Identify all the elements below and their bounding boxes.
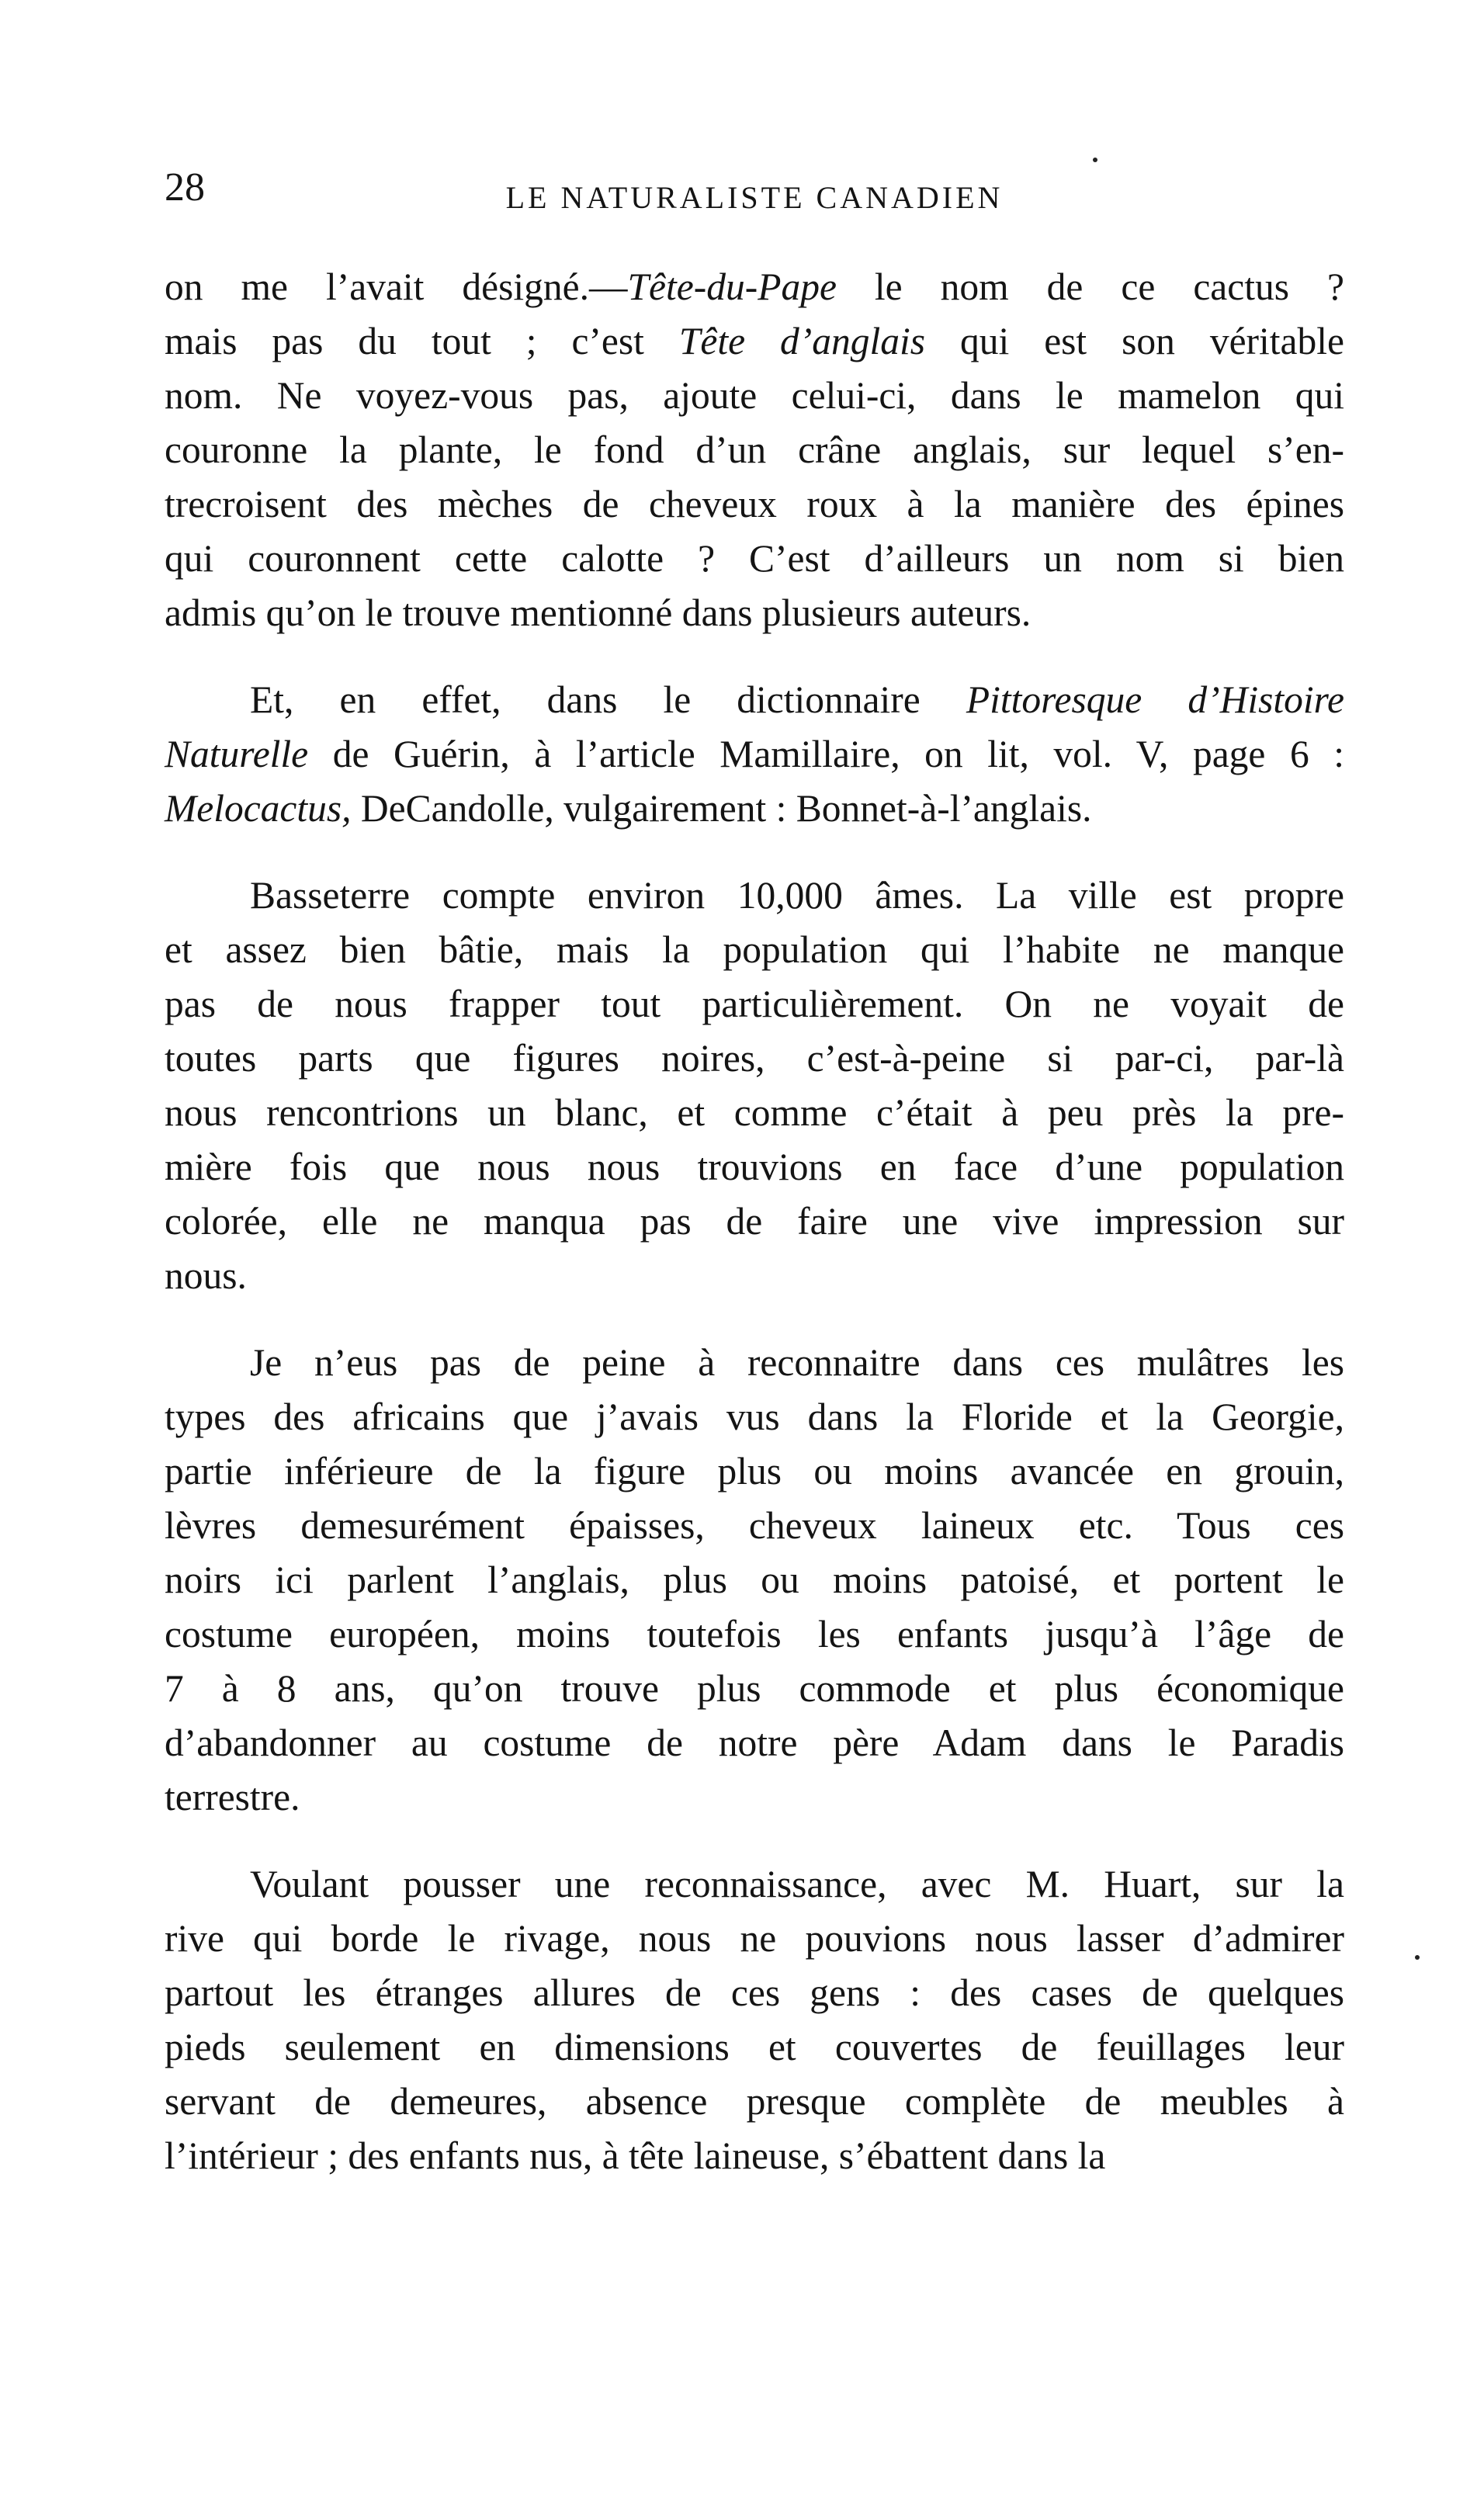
text-run: on me l’avait désigné.— — [165, 265, 628, 308]
text-run: nom. Ne voyez-vous pas, ajoute celui-ci, dans le mamelon qui — [165, 374, 1344, 417]
text-line — [165, 1716, 1344, 1770]
text-line — [165, 1912, 1344, 1966]
italic-run: Naturelle — [165, 733, 309, 775]
text-run: Je n’eus pas de peine à reconnaitre dans ces mulâtres les — [250, 1341, 1344, 1384]
text-run: terrestre. — [165, 1776, 300, 1818]
scan-speck — [1093, 158, 1097, 162]
page-header — [165, 165, 1344, 219]
text-line — [165, 1499, 1344, 1553]
text-line — [165, 1857, 1344, 1912]
italic-run: Pittoresque d’Histoire — [966, 678, 1344, 721]
text-run: DeCandolle, vulgairement : Bonnet-à-l’anglais. — [351, 787, 1092, 830]
text-run: colorée, elle ne manqua pas de faire une vive impression sur — [165, 1200, 1344, 1243]
text-line — [165, 1553, 1344, 1607]
text-line — [165, 2075, 1344, 2129]
paragraph — [165, 260, 1344, 640]
text-run: nous rencontrions un blanc, et comme c’était à peu près la pre- — [165, 1091, 1344, 1134]
text-line — [165, 727, 1344, 782]
text-line — [165, 2129, 1344, 2183]
text-run: noirs ici parlent l’anglais, plus ou moins patoisé, et portent le — [165, 1558, 1344, 1601]
running-title: LE NATURALISTE CANADIEN — [505, 180, 1004, 215]
text-run: mière fois que nous nous trouvions en face d’une population — [165, 1146, 1344, 1188]
text-run: rive qui borde le rivage, nous ne pouvions nous lasser d’admirer — [165, 1917, 1344, 1960]
text-line — [165, 782, 1344, 836]
text-run: Basseterre compte environ 10,000 âmes. La ville est propre — [250, 874, 1344, 917]
text-run: de Guérin, à l’article Mamillaire, on lit, vol. V, page 6 : — [308, 733, 1344, 775]
text-run: le nom de ce cactus ? — [836, 265, 1344, 308]
text-run: Et, en effet, dans le dictionnaire — [250, 678, 966, 721]
italic-run: Tête d’anglais — [678, 320, 926, 362]
scan-speck — [1415, 1955, 1420, 1960]
text-line — [165, 977, 1344, 1031]
text-line — [165, 314, 1344, 369]
text-line — [165, 1249, 1344, 1303]
text-run: d’abandonner au costume de notre père Adam dans le Paradis — [165, 1721, 1344, 1764]
text-run: nous. — [165, 1254, 247, 1297]
text-run: servant de demeures, absence presque complète de meubles à — [165, 2080, 1344, 2123]
text-run: qui est son véritable — [925, 320, 1344, 362]
text-line — [165, 532, 1344, 586]
text-run: partie inférieure de la figure plus ou moins avancée en grouin, — [165, 1450, 1344, 1493]
text-run: et assez bien bâtie, mais la population qui l’habite ne manque — [165, 928, 1344, 971]
text-line — [165, 1444, 1344, 1499]
text-line — [165, 1194, 1344, 1249]
text-run: trecroisent des mèches de cheveux roux à la manière des épines — [165, 483, 1344, 525]
text-run: lèvres demesurément épaisses, cheveux laineux etc. Tous ces — [165, 1504, 1344, 1547]
paragraph — [165, 868, 1344, 1303]
text-line — [165, 1966, 1344, 2020]
text-line — [165, 673, 1344, 727]
text-run: types des africains que j’avais vus dans la Floride et la Georgie, — [165, 1395, 1344, 1438]
paragraph — [165, 1857, 1344, 2183]
text-line — [165, 477, 1344, 532]
text-run: couronne la plante, le fond d’un crâne anglais, sur lequel s’en- — [165, 428, 1344, 471]
text-line — [165, 1086, 1344, 1140]
text-run: admis qu’on le trouve mentionné dans plusieurs auteurs. — [165, 591, 1032, 634]
text-line — [165, 1770, 1344, 1825]
text-line — [165, 586, 1344, 640]
paragraph — [165, 1336, 1344, 1825]
text-run: qui couronnent cette calotte ? C’est d’ailleurs un nom si bien — [165, 537, 1344, 580]
text-run: l’intérieur ; des enfants nus, à tête laineuse, s’ébattent dans la — [165, 2134, 1106, 2177]
text-line — [165, 1336, 1344, 1390]
text-line — [165, 1662, 1344, 1716]
text-run: partout les étranges allures de ces gens : des cases de quelques — [165, 1971, 1344, 2014]
text-line — [165, 1031, 1344, 1086]
text-run: mais pas du tout ; c’est — [165, 320, 679, 362]
paragraph — [165, 673, 1344, 836]
text-run: toutes parts que figures noires, c’est-à-peine si par-ci, par-là — [165, 1037, 1344, 1080]
body-text — [165, 260, 1344, 2216]
text-line — [165, 423, 1344, 477]
italic-run: Tête-du-Pape — [627, 265, 837, 308]
text-line — [165, 923, 1344, 977]
text-line — [165, 369, 1344, 423]
text-run: pas de nous frapper tout particulièrement. On ne voyait de — [165, 983, 1344, 1025]
text-line — [165, 1140, 1344, 1194]
text-run: costume européen, moins toutefois les enfants jusqu’à l’âge de — [165, 1613, 1344, 1655]
text-line — [165, 1390, 1344, 1444]
text-line — [165, 1607, 1344, 1662]
text-run: 7 à 8 ans, qu’on trouve plus commode et plus économique — [165, 1667, 1344, 1710]
text-line — [165, 868, 1344, 923]
text-run: pieds seulement en dimensions et couvertes de feuillages leur — [165, 2026, 1344, 2068]
text-line — [165, 2020, 1344, 2075]
italic-run: Melocactus, — [165, 787, 352, 830]
text-run: Voulant pousser une reconnaissance, avec M. Huart, sur la — [250, 1863, 1344, 1905]
page-number: 28 — [165, 165, 205, 210]
text-line — [165, 260, 1344, 314]
